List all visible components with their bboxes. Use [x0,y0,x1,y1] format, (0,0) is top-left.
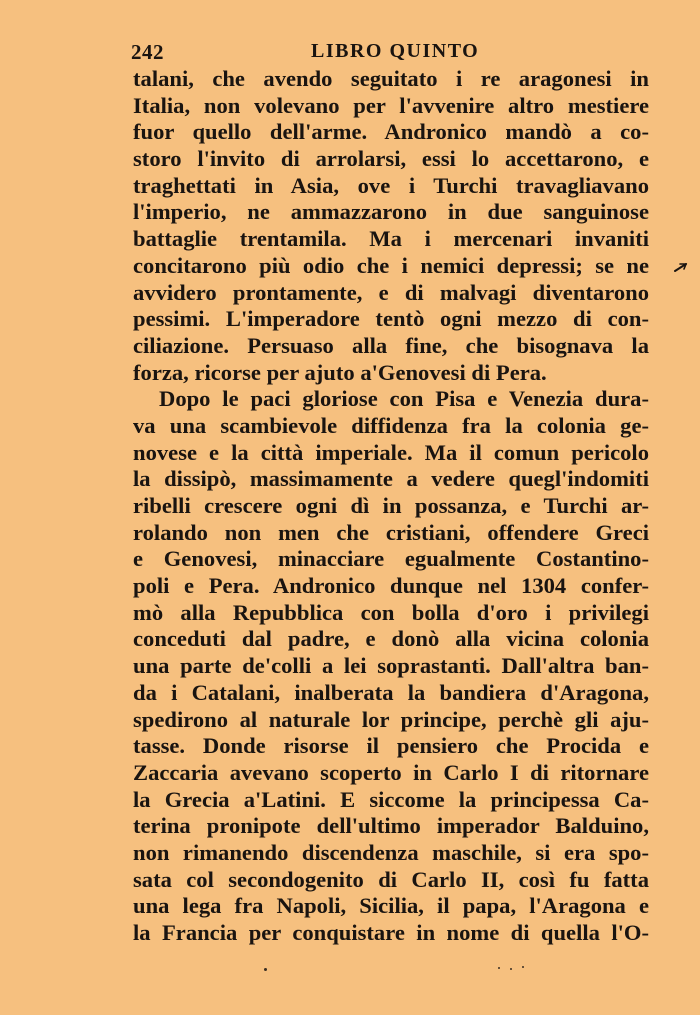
text-line: l'imperio, ne ammazzarono in due sanguinose [133,199,649,225]
ink-speck [264,968,267,971]
text-line: talani, che avendo seguitato i re aragonesi in [133,66,649,91]
ink-speck [510,968,512,970]
text-line: una parte de'colli a lei soprastanti. Dall'altra ban- [133,653,649,679]
paragraph-start-line: Dopo le paci gloriose con Pisa e Venezia dura- [159,386,649,412]
text-line: mò alla Repubblica con bolla d'oro i privilegi [133,599,649,625]
text-line: Zaccaria avevano scoperto in Carlo I di ritornare [133,759,649,785]
text-line: la Francia per conquistare in nome di quella l'O- [133,920,649,945]
text-line: concitarono più odio che i nemici depressi; se ne [133,252,649,278]
text-line: terina pronipote dell'ultimo imperador Balduino, [133,813,649,839]
text-line: la Grecia a'Latini. E siccome la principessa Ca- [133,786,649,812]
text-line: fuor quello dell'arme. Andronico mandò a co- [133,119,649,145]
paragraph-end-line: forza, ricorse per ajuto a'Genovesi di Pera. [133,359,547,385]
body-text [133,66,649,947]
text-line: rolando non men che cristiani, offendere Greci [133,519,649,545]
text-line: non rimanendo discendenza maschile, si era spo- [133,839,649,865]
text-line: spedirono al naturale lor principe, perchè gli aju- [133,706,649,732]
page-header [131,40,649,68]
text-line: pessimi. L'imperadore tentò ogni mezzo di con- [133,306,649,332]
text-line: poli e Pera. Andronico dunque nel 1304 confer- [133,573,649,599]
page-number: 242 [131,40,164,64]
running-head: LIBRO QUINTO [311,40,480,62]
text-line: e Genovesi, minacciare egualmente Costantino- [133,546,649,572]
ink-speck [498,967,500,969]
ink-speck [522,966,524,968]
text-line: battaglie trentamila. Ma i mercenari invaniti [133,226,649,252]
arrow-mark-icon [674,262,688,272]
text-line: traghettati in Asia, ove i Turchi travagliavano [133,172,649,198]
text-line: la dissipò, massimamente a vedere quegl'indomiti [133,466,649,492]
text-line: tasse. Donde risorse il pensiero che Procida e [133,733,649,759]
text-line: ribelli crescere ogni dì in possanza, e Turchi ar- [133,493,649,518]
text-line: sata col secondogenito di Carlo II, così fu fatta [133,866,649,892]
text-line: Italia, non volevano per l'avvenire altro mestiere [133,92,649,118]
text-line: va una scambievole diffidenza fra la colonia ge- [133,412,649,438]
text-line: conceduti dal padre, e donò alla vicina colonia [133,626,649,652]
text-line: da i Catalani, inalberata la bandiera d'Aragona, [133,679,649,705]
text-line: novese e la città imperiale. Ma il comun pericolo [133,439,649,465]
text-line: una lega fra Napoli, Sicilia, il papa, l'Aragona e [133,893,649,919]
text-line: ciliazione. Persuaso alla fine, che bisognava la [133,332,649,358]
text-line: storo l'invito di arrolarsi, essi lo accettarono, e [133,146,649,172]
text-line: avvidero prontamente, e di malvagi diventarono [133,279,649,305]
